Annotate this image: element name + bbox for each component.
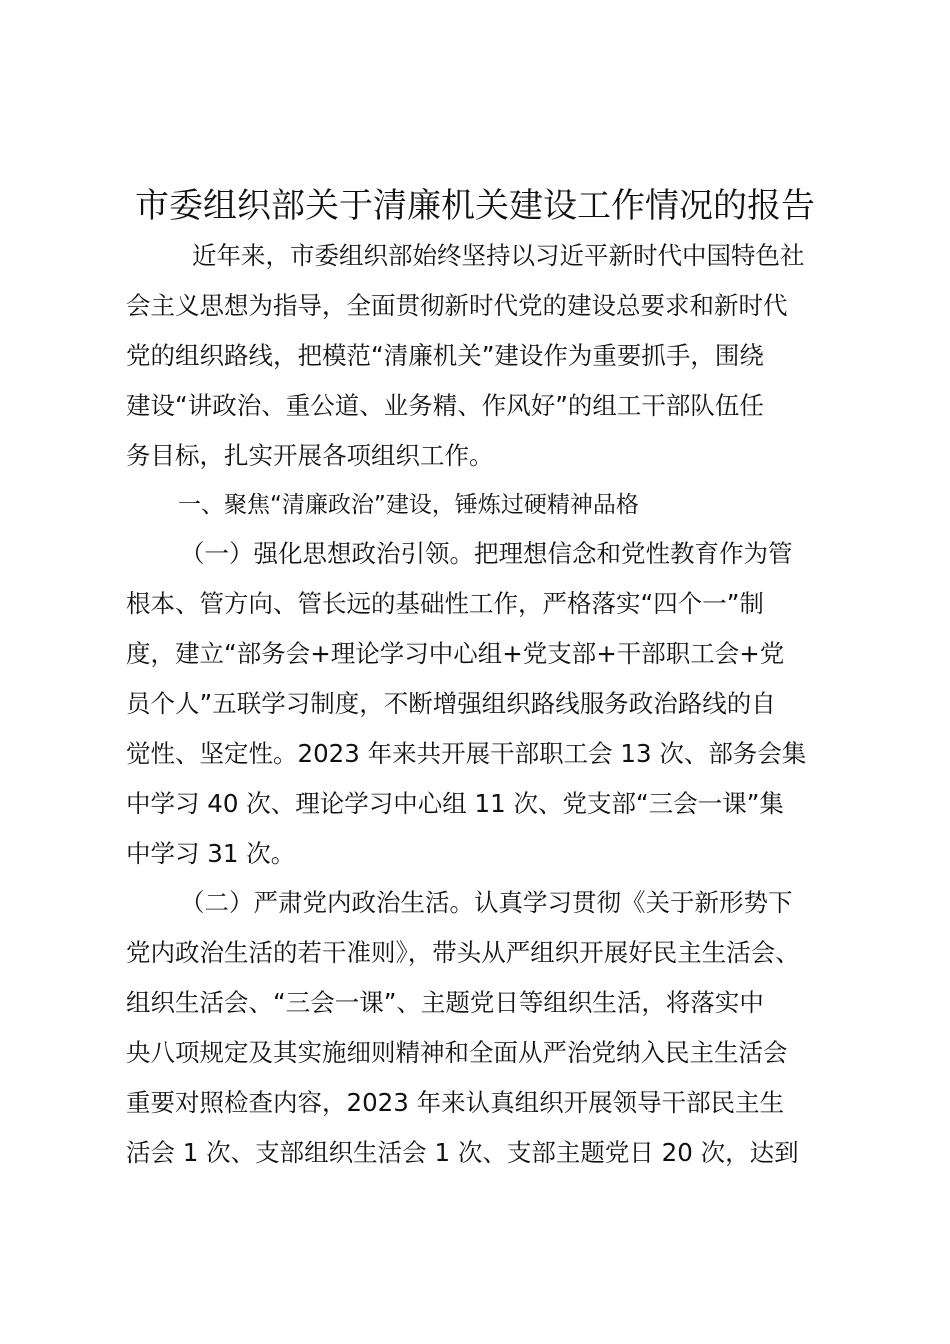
paragraph-line: （二）严肃党内政治生活。认真学习贯彻《关于新形势下 [180, 888, 793, 917]
paragraph-line: 会主义思想为指导，全面贯彻新时代党的建设总要求和新时代 [126, 291, 788, 320]
paragraph-line: 近年来，市委组织部始终坚持以习近平新时代中国特色社 [192, 241, 805, 270]
paragraph-line: 中学习 40 次、理论学习中心组 11 次、党支部“三会一课”集 [126, 789, 784, 818]
paragraph-line: 建设“讲政治、重公道、业务精、作风好”的组工干部队伍任 [126, 391, 764, 420]
paragraph-line: 务目标，扎实开展各项组织工作。 [126, 441, 494, 470]
paragraph-line: （一）强化思想政治引领。把理想信念和党性教育作为管 [180, 539, 793, 568]
paragraph-line: 党的组织路线，把模范“清廉机关”建设作为重要抓手，围绕 [126, 341, 764, 370]
paragraph-line: 中学习 31 次。 [126, 839, 296, 868]
paragraph-line: 员个人”五联学习制度，不断增强组织路线服务政治路线的自 [126, 689, 776, 718]
paragraph-line: 重要对照检查内容，2023 年来认真组织开展领导干部民主生 [126, 1088, 785, 1117]
paragraph-line: 觉性、坚定性。2023 年来共开展干部职工会 13 次、部务会集 [126, 739, 807, 768]
paragraph-line: 活会 1 次、支部组织生活会 1 次、支部主题党日 20 次，达到 [126, 1138, 799, 1167]
paragraph-line: 党内政治生活的若干准则》，带头从严组织开展好民主生活会、 [126, 938, 800, 967]
paragraph-line: 度，建立“部务会+理论学习中心组+党支部+干部职工会+党 [126, 639, 785, 668]
section-heading: 一、聚焦“清廉政治”建设，锤炼过硬精神品格 [178, 492, 639, 518]
document-title: 市委组织部关于清廉机关建设工作情况的报告 [135, 186, 815, 226]
paragraph-line: 组织生活会、“三会一课”、主题党日等组织生活，将落实中 [126, 988, 764, 1017]
paragraph-line: 央八项规定及其实施细则精神和全面从严治党纳入民主生活会 [126, 1038, 788, 1067]
paragraph-line: 根本、管方向、管长远的基础性工作，严格落实“四个一”制 [126, 589, 764, 618]
